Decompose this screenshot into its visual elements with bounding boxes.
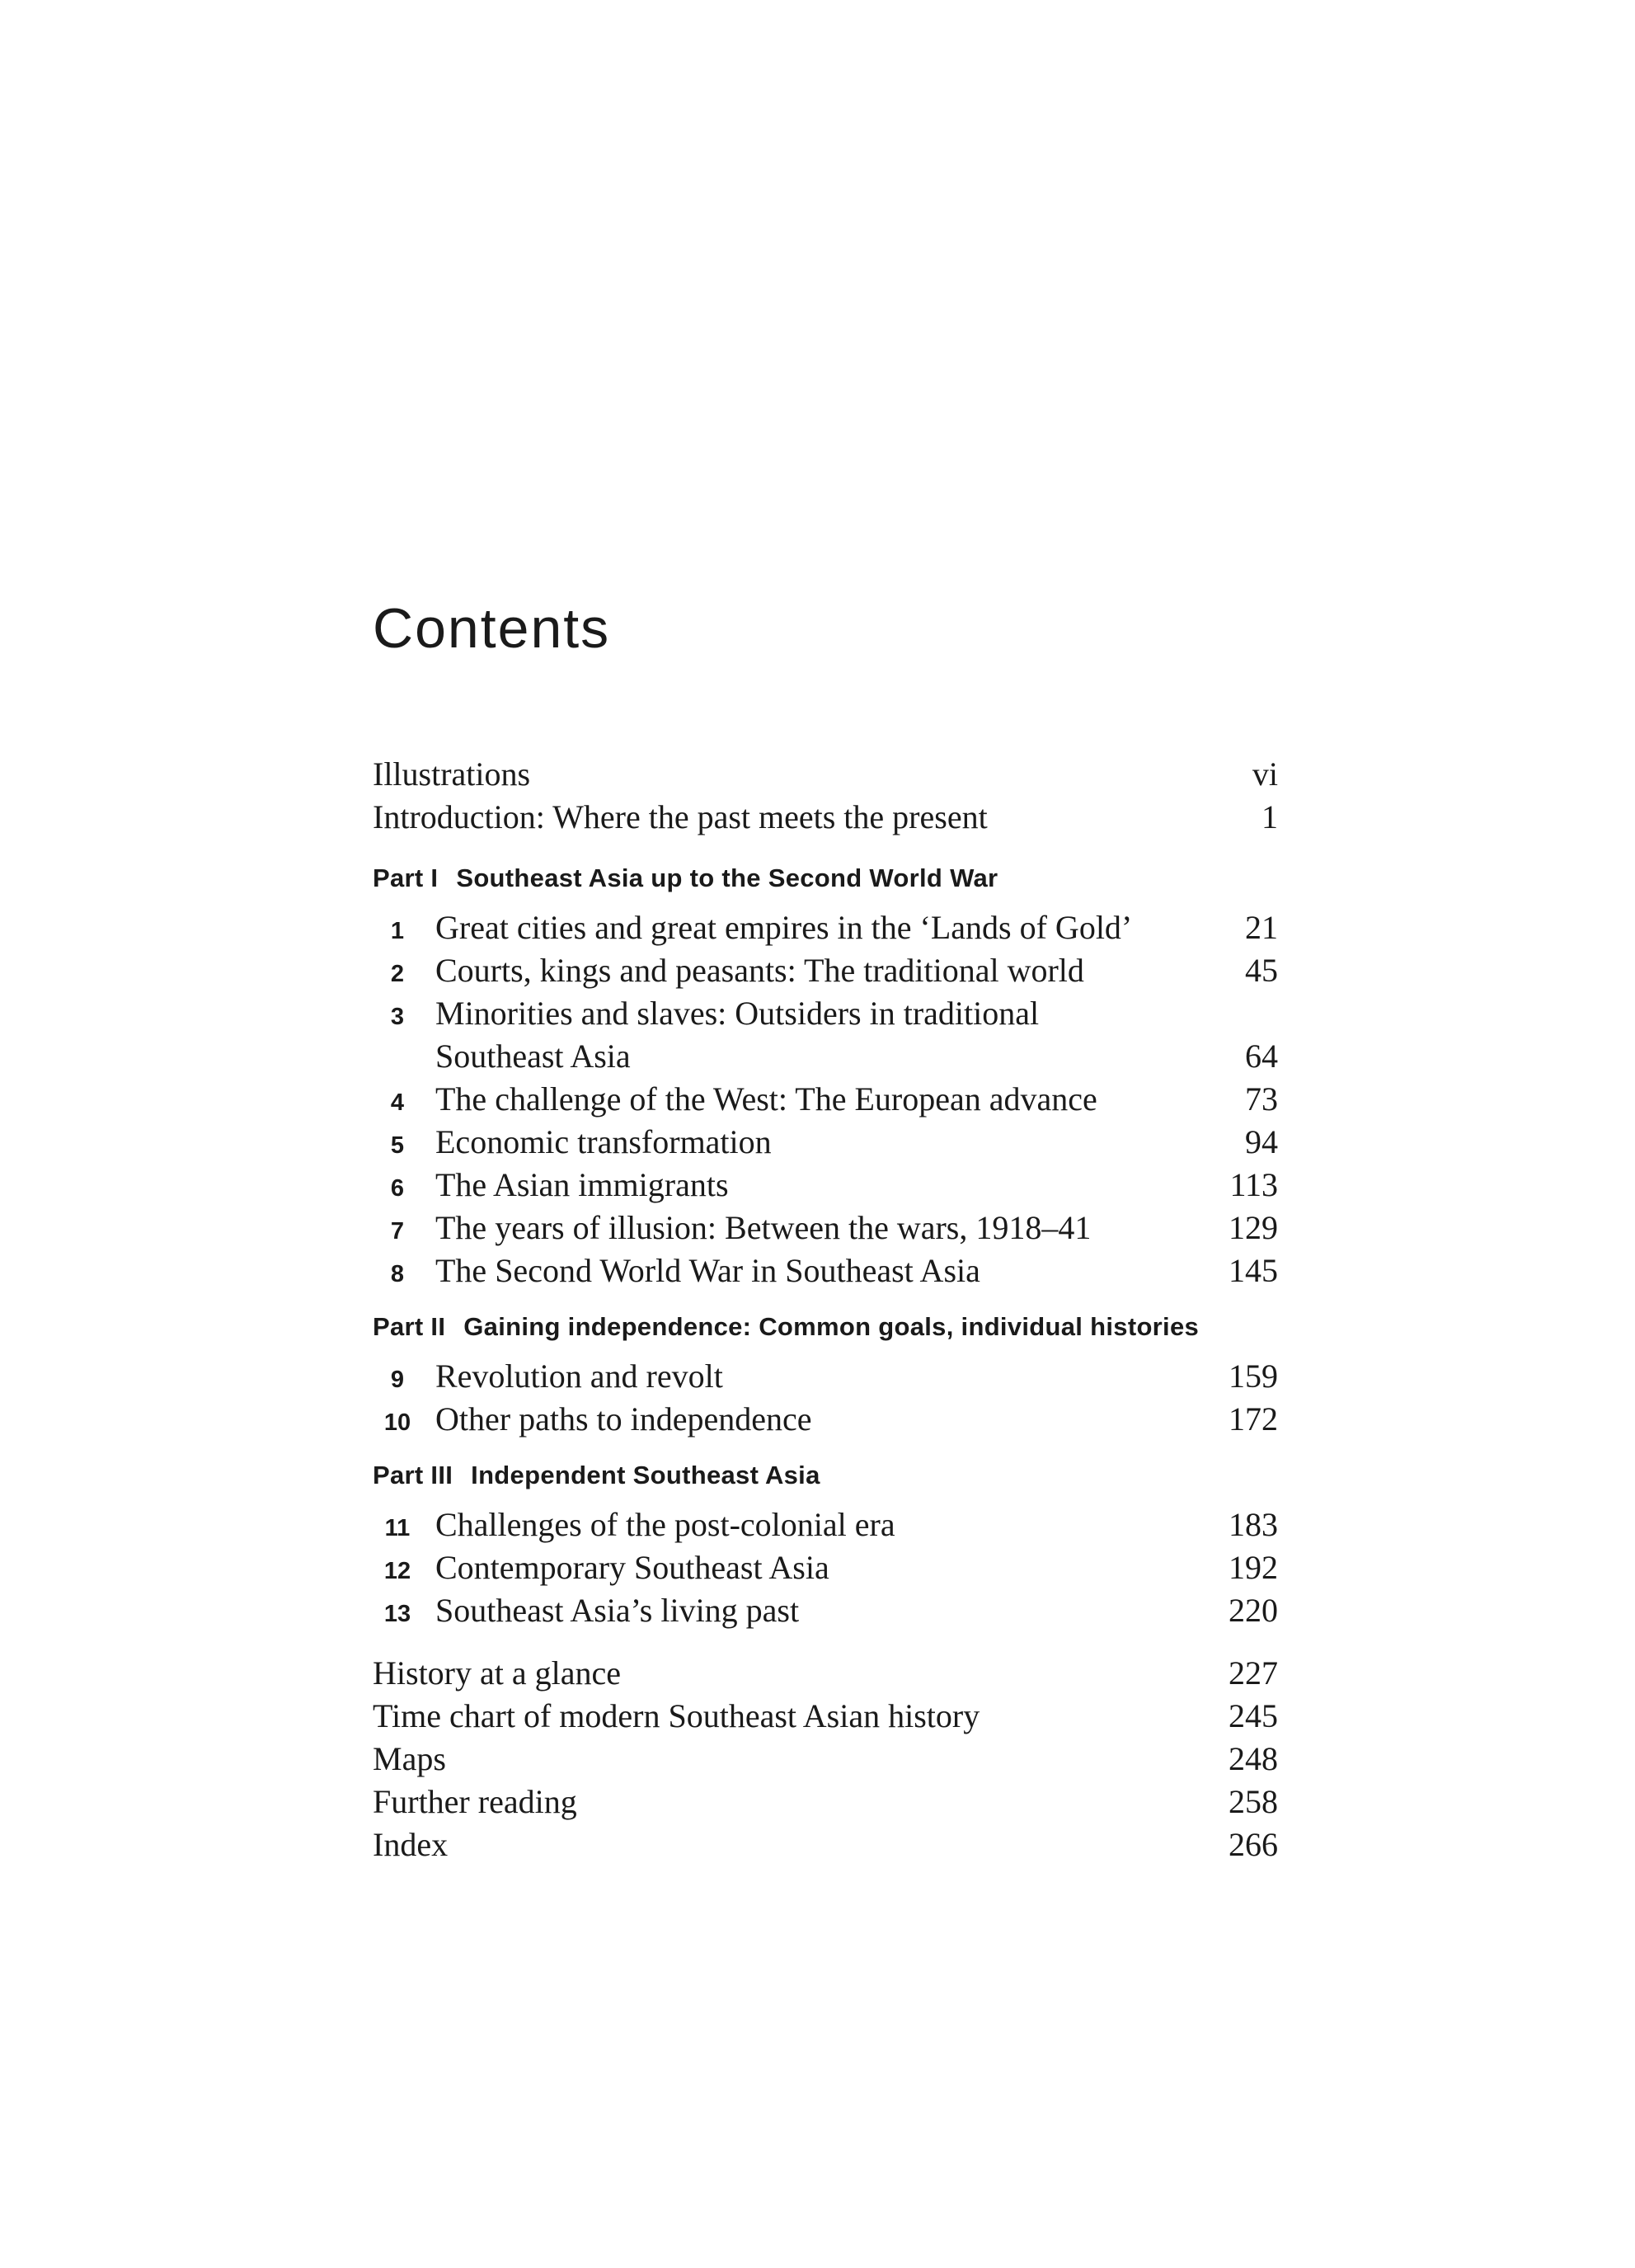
toc-entry-page: 266 (1229, 1826, 1278, 1863)
toc-entry-label: Time chart of modern Southeast Asian history (373, 1697, 980, 1734)
toc-entry-page: vi (1252, 755, 1278, 793)
table-of-contents (373, 753, 1278, 1866)
chapter-page: 183 (1229, 1506, 1278, 1543)
toc-entry-history-at-a-glance[interactable] (373, 1652, 1278, 1695)
chapter-title-continued: Southeast Asia (435, 1038, 631, 1075)
toc-entry-label: Index (373, 1826, 449, 1863)
chapter-page: 159 (1229, 1358, 1278, 1395)
toc-entry-page: 227 (1229, 1654, 1278, 1692)
toc-chapter-9[interactable] (373, 1355, 1278, 1398)
chapter-number: 3 (390, 1004, 405, 1030)
chapter-number: 10 (383, 1409, 411, 1436)
chapter-title: Economic transformation (435, 1123, 772, 1160)
toc-entry-further-reading[interactable] (373, 1781, 1278, 1823)
chapter-title: The years of illusion: Between the wars, 1918–41 (435, 1209, 1092, 1246)
toc-chapter-7[interactable] (373, 1207, 1278, 1249)
toc-chapter-5[interactable] (373, 1121, 1278, 1164)
part-label: Part I (373, 863, 439, 892)
chapter-page: 192 (1229, 1549, 1278, 1586)
chapter-number: 6 (390, 1175, 405, 1202)
chapter-number: 8 (390, 1261, 405, 1287)
toc-chapter-11[interactable] (373, 1503, 1278, 1546)
chapter-page: 45 (1245, 952, 1278, 989)
toc-entry-page: 258 (1229, 1783, 1278, 1820)
chapter-title: Challenges of the post-colonial era (435, 1506, 895, 1543)
page-title: Contents (373, 597, 611, 660)
part-title: Gaining independence: Common goals, individual histories (463, 1312, 1200, 1341)
chapter-page: 21 (1245, 909, 1278, 946)
toc-entry-time-chart[interactable] (373, 1695, 1278, 1738)
part-label: Part III (373, 1461, 453, 1489)
chapter-title: Minorities and slaves: Outsiders in traditional (435, 995, 1040, 1032)
toc-chapter-13[interactable] (373, 1589, 1278, 1632)
chapter-number: 9 (390, 1367, 405, 1393)
chapter-page: 94 (1245, 1123, 1278, 1160)
toc-chapter-3[interactable] (373, 992, 1278, 1035)
toc-entry-label: Introduction: Where the past meets the present (373, 798, 988, 835)
part-title: Southeast Asia up to the Second World War (456, 863, 998, 892)
toc-entry-label: History at a glance (373, 1654, 621, 1692)
toc-chapter-4[interactable] (373, 1078, 1278, 1121)
chapter-number: 5 (390, 1132, 405, 1159)
chapter-title: Great cities and great empires in the ‘Lands of Gold’ (435, 909, 1133, 946)
toc-entry-introduction[interactable] (373, 796, 1278, 839)
toc-entry-page: 245 (1229, 1697, 1278, 1734)
chapter-title: Contemporary Southeast Asia (435, 1549, 829, 1586)
part-heading-3 (373, 1454, 1278, 1497)
toc-chapter-6[interactable] (373, 1164, 1278, 1207)
part-heading-1 (373, 857, 1278, 900)
chapter-number: 13 (383, 1601, 411, 1627)
toc-entry-page: 248 (1229, 1740, 1278, 1777)
toc-chapter-12[interactable] (373, 1546, 1278, 1589)
chapter-title: Other paths to independence (435, 1400, 812, 1437)
toc-entry-maps[interactable] (373, 1738, 1278, 1781)
part-title: Independent Southeast Asia (471, 1461, 820, 1489)
contents-page (373, 595, 1278, 661)
chapter-page: 220 (1229, 1592, 1278, 1629)
chapter-page: 172 (1229, 1400, 1278, 1437)
section-spacer (373, 1632, 1278, 1652)
chapter-number: 11 (384, 1515, 411, 1541)
toc-entry-label: Further reading (373, 1783, 577, 1820)
toc-chapter-3-continued[interactable] (373, 1035, 1278, 1078)
toc-chapter-8[interactable] (373, 1249, 1278, 1292)
chapter-title: The Second World War in Southeast Asia (435, 1252, 980, 1289)
chapter-title: Courts, kings and peasants: The traditional world (435, 952, 1084, 989)
chapter-number: 2 (390, 961, 405, 987)
toc-chapter-1[interactable] (373, 906, 1278, 949)
chapter-title: Revolution and revolt (435, 1358, 723, 1395)
chapter-page: 113 (1229, 1166, 1278, 1203)
chapter-page: 129 (1229, 1209, 1278, 1246)
toc-entry-index[interactable] (373, 1823, 1278, 1866)
chapter-number: 7 (390, 1218, 405, 1245)
chapter-page: 64 (1245, 1038, 1278, 1075)
toc-entry-label: Maps (373, 1740, 446, 1777)
toc-chapter-10[interactable] (373, 1398, 1278, 1441)
toc-chapter-2[interactable] (373, 949, 1278, 992)
toc-entry-page: 1 (1261, 798, 1278, 835)
chapter-number: 1 (390, 918, 405, 944)
part-heading-2 (373, 1306, 1278, 1348)
toc-entry-illustrations[interactable] (373, 753, 1278, 796)
chapter-page: 73 (1245, 1080, 1278, 1118)
chapter-page: 145 (1229, 1252, 1278, 1289)
chapter-title: The challenge of the West: The European advance (435, 1080, 1097, 1118)
chapter-number: 12 (383, 1558, 411, 1584)
chapter-title: The Asian immigrants (435, 1166, 729, 1203)
part-label: Part II (373, 1312, 446, 1341)
toc-entry-label: Illustrations (373, 755, 531, 793)
chapter-number: 4 (390, 1089, 405, 1116)
chapter-title: Southeast Asia’s living past (435, 1592, 800, 1629)
